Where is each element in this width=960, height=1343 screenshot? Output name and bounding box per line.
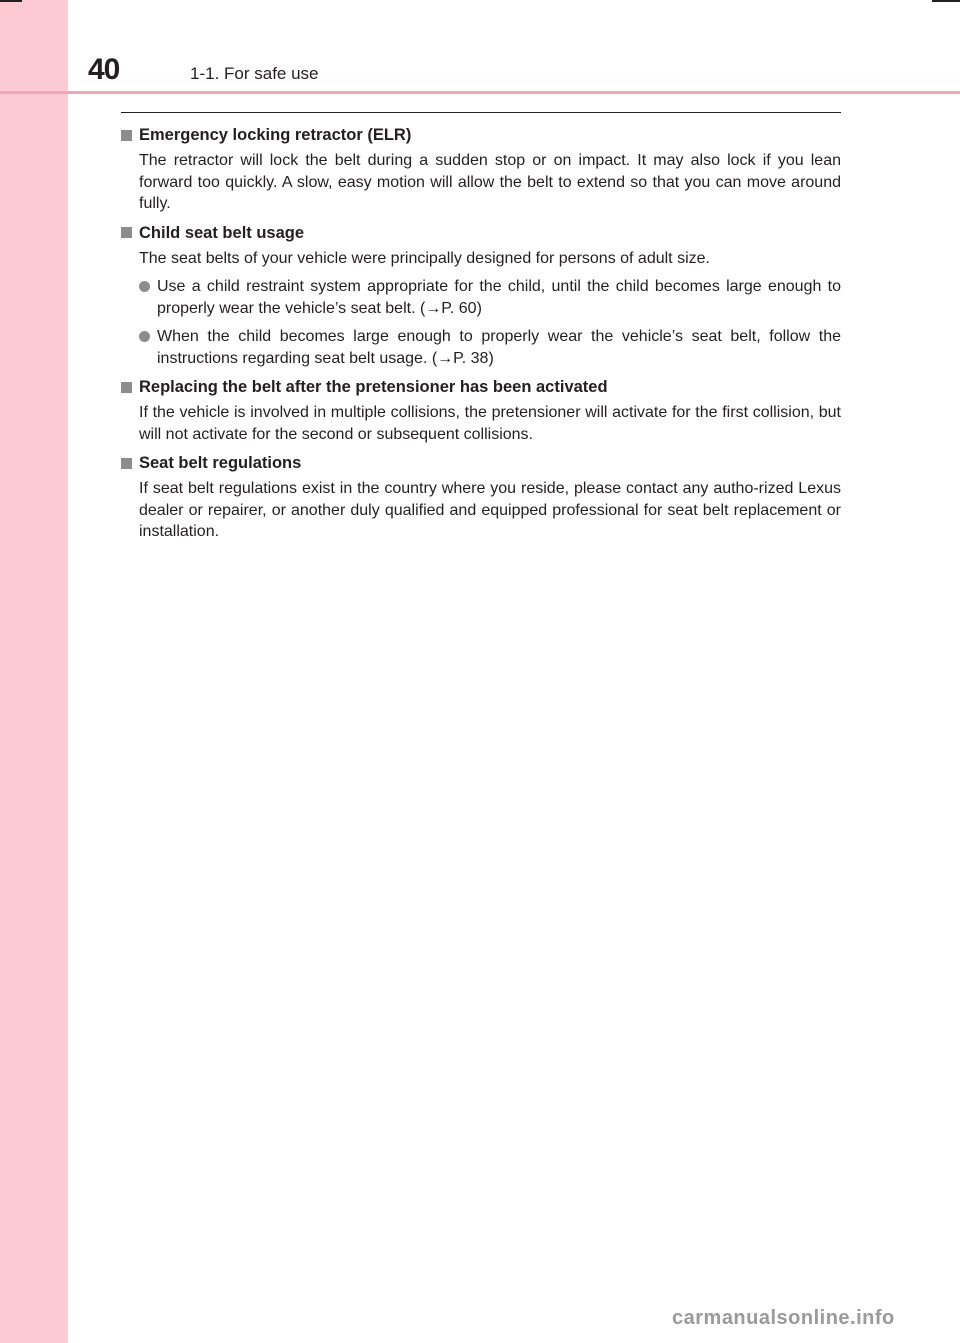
section-heading	[121, 375, 841, 399]
square-bullet-icon	[121, 130, 132, 141]
section-heading-text: Replacing the belt after the pretensioner has been activated	[139, 378, 608, 396]
section-heading-text: Emergency locking retractor (ELR)	[139, 126, 412, 144]
crop-mark-right	[932, 0, 960, 2]
list-item	[139, 276, 841, 319]
section-heading-text: Seat belt regulations	[139, 454, 302, 472]
side-color-band	[0, 0, 68, 1343]
content-top-rule	[121, 112, 841, 113]
square-bullet-icon	[121, 458, 132, 469]
circle-bullet-icon	[139, 281, 150, 292]
page-content	[121, 123, 841, 549]
section-heading	[121, 221, 841, 245]
crop-mark-left	[0, 0, 22, 2]
circle-bullet-icon	[139, 331, 150, 342]
page-reference-link[interactable]: →P. 38	[437, 349, 489, 367]
section-elr	[121, 123, 841, 215]
section-body: The seat belts of your vehicle were principally designed for persons of adult size.	[139, 249, 710, 267]
section-heading	[121, 123, 841, 147]
section-body: If the vehicle is involved in multiple collisions, the pretensioner will activate for the first collision, but will not activate for the second or subsequent collisions.	[139, 404, 841, 443]
watermark: carmanualsonline.info	[672, 1307, 895, 1329]
section-body: If seat belt regulations exist in the country where you reside, please contact any autho-rized Lexus dealer or repairer, or another duly qualified and equipped professional for seat belt replacement or installation.	[139, 480, 841, 540]
page-reference-link[interactable]: →P. 60	[425, 299, 477, 317]
list-item-text: Use a child restraint system appropriate for the child, until the child becomes large enough to properly wear the vehicle’s seat belt. (→P. 60)	[157, 278, 841, 317]
section-title: 1-1. For safe use	[190, 64, 319, 83]
section-body: The retractor will lock the belt during a sudden stop or on impact. It may also lock if you lean forward too quickly. A slow, easy motion will allow the belt to extend so that you can move around fully.	[139, 152, 841, 212]
square-bullet-icon	[121, 382, 132, 393]
section-seat-belt-regulations	[121, 451, 841, 543]
section-heading-text: Child seat belt usage	[139, 223, 305, 242]
section-replacing-belt	[121, 375, 841, 445]
list-item	[139, 326, 841, 369]
list-item-text: When the child becomes large enough to properly wear the vehicle’s seat belt, follow the instructions regarding seat belt usage. (→P. 38)	[157, 328, 841, 367]
header-divider	[0, 91, 960, 94]
section-heading	[121, 451, 841, 475]
page-number: 40	[88, 53, 120, 86]
section-child-seat-belt	[121, 221, 841, 370]
square-bullet-icon	[121, 227, 132, 238]
